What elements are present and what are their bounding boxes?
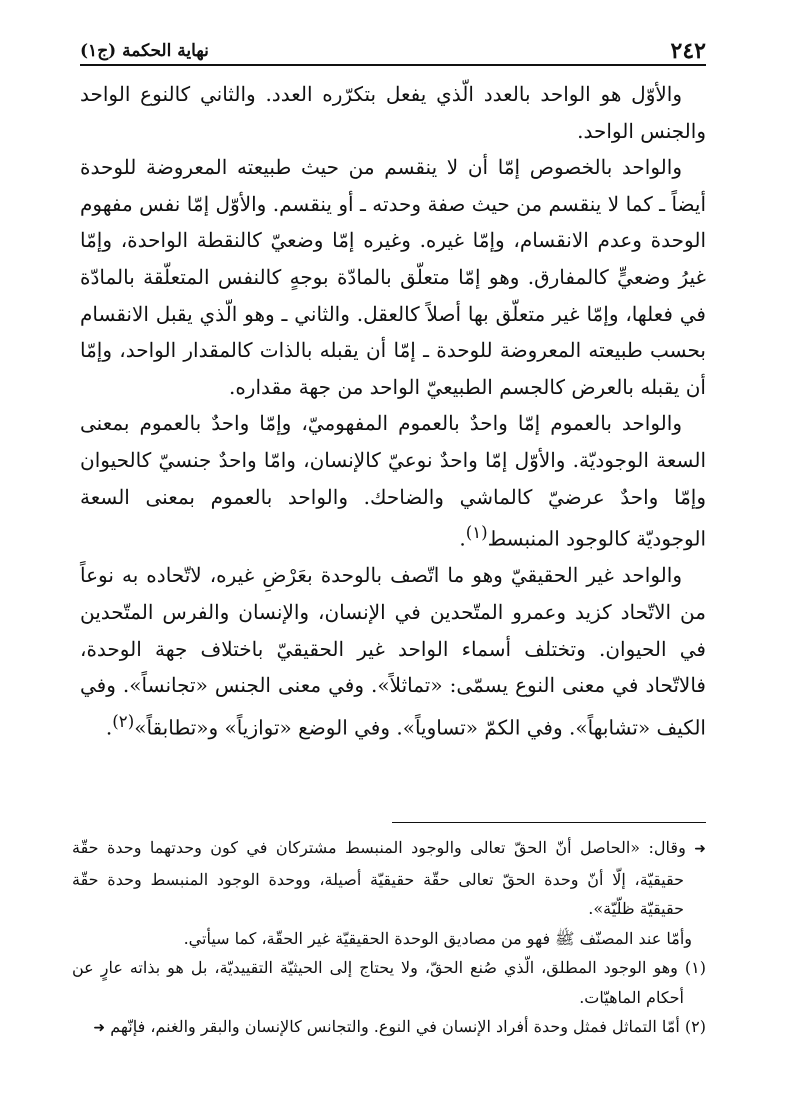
paragraph-text: والواحد بالعموم إمّا واحدٌ بالعموم المفهوميّ، وإمّا واحدٌ بالعموم بمعنى السعة الوجوديّة. والأوّل إمّا واحدٌ نوعيّ كالإنسان، وامّا واحدٌ جنسيّ كالحيوان وإمّا واحدٌ عرضيّ كالماشي والضاحك. والواحد بالعموم بمعنى السعة الوجوديّة كالوجود المنبسط — [80, 411, 706, 551]
footnote-divider — [392, 822, 706, 823]
paragraph — [80, 76, 706, 149]
footnote-ref-1[interactable]: (١) — [465, 523, 488, 543]
footnote-2-marker: (٢) — [684, 1017, 706, 1036]
footnote-1 — [72, 953, 706, 1012]
continues-arrow-icon: ➜ — [93, 1020, 106, 1036]
paragraph-text: والواحد بالخصوص إمّا أن لا ينقسم من حيث طبيعته المعروضة للوحدة أيضاً ـ كما لا ينقسم من حيث صفة وحدته ـ أو ينقسم. والأوّل إمّا نفس مفهوم الوحدة وعدم الانقسام، وإمّا غيره. وغيره إمّا وضعيّ كالنقطة الواحدة، وإمّا غيرُ وضعيٍّ كالمفارق. وهو إمّا متعلّق بالمادّة بوجهٍ كالنفس المتعلّقة بالمادّة في فعلها، وإمّا غير متعلّق بها أصلاً كالعقل. والثاني ـ وهو الّذي يقبل الانقسام بحسب طبيعته المعروضة للوحدة ـ إمّا أن يقبله بالذات كالمقدار الواحد، وإمّا أن يقبله بالعرض كالجسم الطبيعيّ الواحد من جهة مقداره. — [80, 155, 706, 399]
footnote-2-text: أمّا التماثل فمثل وحدة أفراد الإنسان في النوع. والتجانس كالإنسان والبقر والغنم، فإنّهم — [110, 1017, 680, 1036]
main-text — [80, 76, 706, 746]
paragraph — [80, 557, 706, 746]
header-divider — [80, 64, 706, 66]
footnote-1-marker: (١) — [684, 958, 706, 977]
running-title: نهاية الحكمة (ج١) — [80, 41, 209, 61]
footnote-ref-2[interactable]: (٢) — [112, 711, 135, 731]
footnote-author-note — [72, 924, 706, 954]
footnote-continued — [72, 833, 706, 924]
sentence-end: . — [459, 526, 466, 551]
paragraph — [80, 149, 706, 405]
footnote-2 — [72, 1012, 706, 1044]
paragraph-text: والواحد غير الحقيقيّ وهو ما اتّصف بالوحدة بعَرْضِ غيره، لاتّحاده به نوعاً من الاتّحاد كزيد وعمرو المتّحدين في الإنسان، والإنسان والفرس المتّحدين في الحيوان. وتختلف أسماء الواحد غير الحقيقيّ باختلاف جهة الوحدة، فالاتّحاد في معنى النوع يسمّى: «تماثلاً». وفي معنى الجنس «تجانساً». وفي الكيف «تشابهاً». وفي الكمّ «تساوياً». وفي الوضع «توازياً» و«تطابقاً» — [80, 563, 706, 740]
sentence-end: . — [105, 715, 113, 740]
paragraph-text: والأوّل هو الواحد بالعدد الّذي يفعل بتكرّره العدد. والثاني كالنوع الواحد والجنس الواحد. — [80, 82, 706, 143]
page-number: ٢٤٢ — [670, 38, 706, 64]
footnote-continued-text: وقال: «الحاصل أنّ الحقّ تعالى والوجود المنبسط مشتركان في كون وحدتهما وحدة حقّة حقيقيّة، إلّا أنّ وحدة الحقّ تعالى حقّة حقيقيّة أصيلة، ووحدة الوجود المنبسط وحدة حقّة حقيقيّة ظلّيّة». — [72, 838, 686, 918]
footnotes — [72, 833, 706, 1044]
page-header — [80, 30, 706, 64]
paragraph — [80, 405, 706, 557]
footnote-author-note-text: وأمّا عند المصنّف ﷺ فهو من مصاديق الوحدة الحقيقيّة غير الحقّة، كما سيأتي. — [183, 928, 692, 948]
footnote-1-text: وهو الوجود المطلق، الّذي صُنع الحقّ، ولا يحتاج إلى الحيثيّة التقييديّة، بل هو بذاته عارٍ عن أحكام الماهيّات. — [72, 958, 684, 1007]
continued-arrow-icon: ➜ — [694, 841, 707, 857]
